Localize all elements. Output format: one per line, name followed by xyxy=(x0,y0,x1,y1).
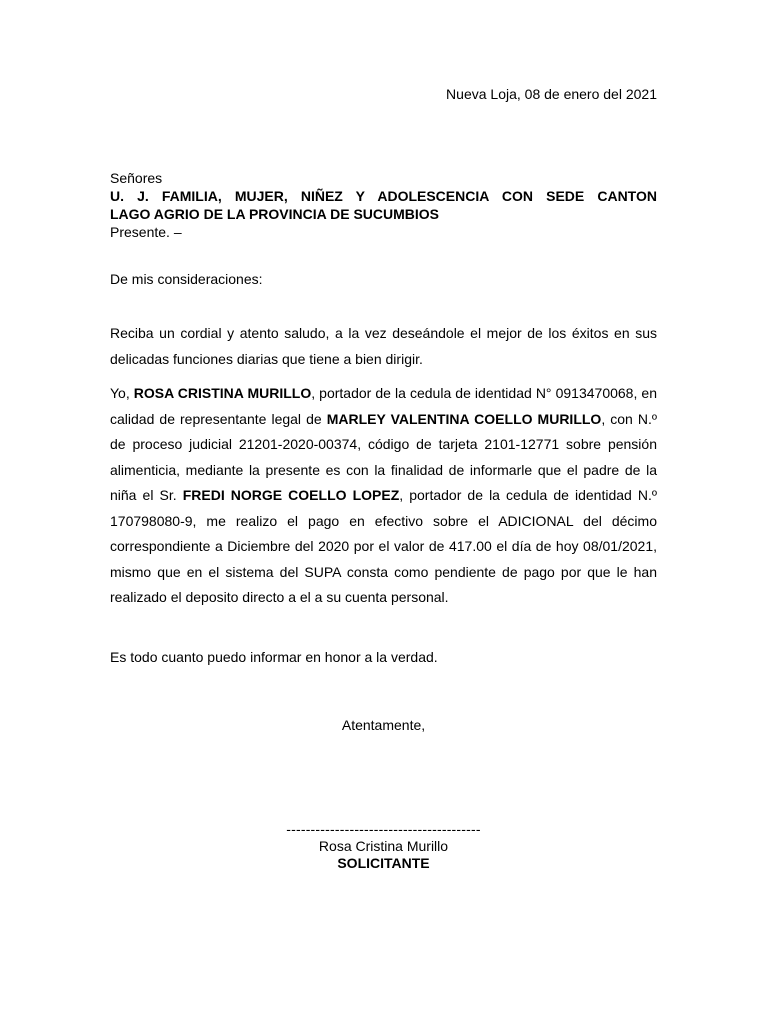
paragraph-main xyxy=(110,381,657,611)
signature-block xyxy=(110,821,657,872)
paragraph-main-text-4: , portador de la cedula de identidad N.º 170798080-9, me realizo el pago en efectivo sobre el ADICIONAL del décimo correspondiente a Diciembre del 2020 por el valor de 417.00 el día de hoy 08/01/2021, mismo que en el sistema del SUPA consta como pendiente de pago por que le han realizado el deposito directo a el a su cuenta personal. xyxy=(110,487,658,605)
letter-date: Nueva Loja, 08 de enero del 2021 xyxy=(446,86,657,102)
recipient-line-2: LAGO AGRIO DE LA PROVINCIA DE SUCUMBIOS xyxy=(110,206,440,222)
salutation-to: Señores xyxy=(110,170,163,186)
presente-line: Presente. – xyxy=(110,224,182,240)
signature-line: ---------------------------------------- xyxy=(286,821,481,837)
greeting: De mis consideraciones: xyxy=(110,271,263,287)
signer-name: Rosa Cristina Murillo xyxy=(318,838,449,854)
paragraph-main-text-1: Yo, xyxy=(110,385,134,401)
paragraph-main-text-2: , portador de la cedula de identidad N° 0913470068, en calidad de representante legal de xyxy=(110,385,657,427)
applicant-name: ROSA CRISTINA MURILLO xyxy=(133,385,312,401)
paragraph-closing-statement: Es todo cuanto puedo informar en honor a la verdad. xyxy=(110,649,438,665)
recipient-address xyxy=(110,169,657,241)
paragraph-main-text-3: , con N.º de proceso judicial 21201-2020-00374, código de tarjeta 2101-12771 sobre pensión alimenticia, mediante la presente es con la finalidad de informarle que el padre de la niña el Sr. xyxy=(110,410,657,503)
closing-salutation: Atentamente, xyxy=(341,717,426,733)
child-name: MARLEY VALENTINA COELLO MURILLO xyxy=(326,410,602,427)
signer-role: SOLICITANTE xyxy=(337,855,430,871)
father-name: FREDI NORGE COELLO LOPEZ xyxy=(182,487,400,503)
paragraph-intro: Reciba un cordial y atento saludo, a la vez deseándole el mejor de los éxitos en sus delicadas funciones diarias que tiene a bien dirigir. xyxy=(110,325,657,367)
recipient-line-1: U. J. FAMILIA, MUJER, NIÑEZ Y ADOLESCENCIA CON SEDE CANTON xyxy=(110,188,657,204)
